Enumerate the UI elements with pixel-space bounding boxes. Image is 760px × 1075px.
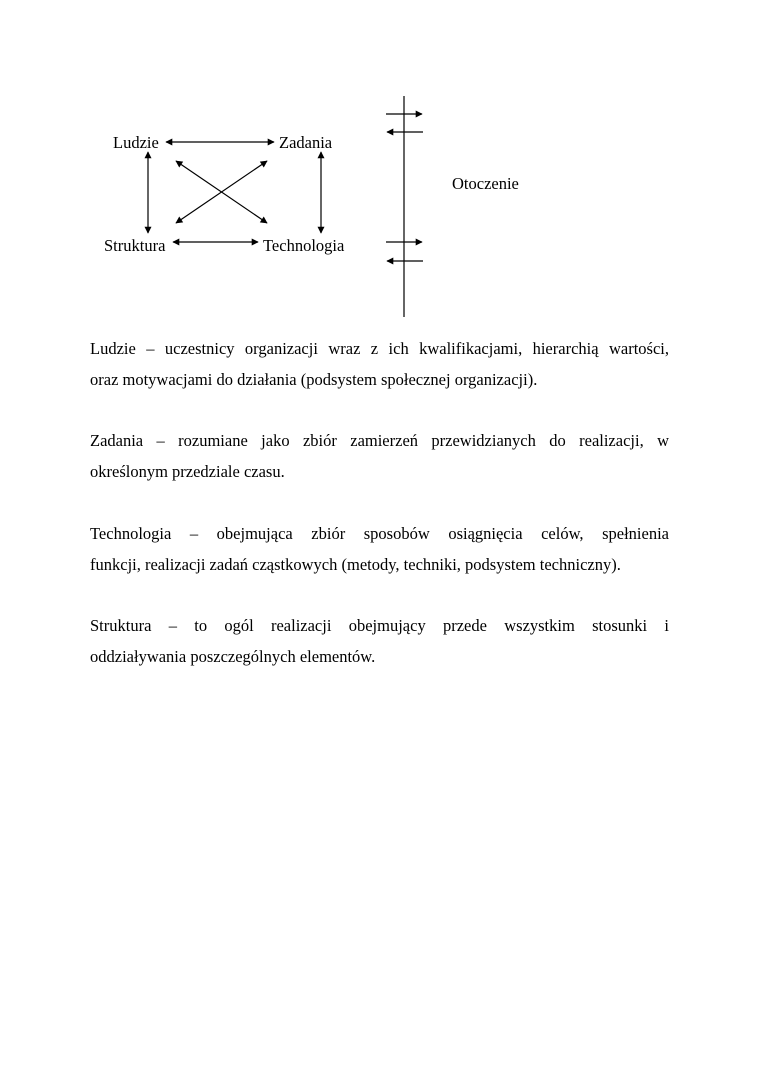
paragraph-technologia xyxy=(90,518,669,580)
node-zadania: Zadania xyxy=(279,133,333,152)
paragraph-line: Technologia – obejmująca zbiór sposobów osiągnięcia celów, spełnienia xyxy=(90,524,669,543)
node-technologia: Technologia xyxy=(263,236,345,255)
paragraph-line: funkcji, realizacji zadań cząstkowych (metody, techniki, podsystem techniczny). xyxy=(90,555,621,574)
paragraph-struktura xyxy=(90,610,669,672)
paragraph-zadania xyxy=(90,425,669,487)
paragraph-line: określonym przedziale czasu. xyxy=(90,462,285,481)
node-struktura: Struktura xyxy=(104,236,166,255)
organization-system-diagram xyxy=(0,0,760,330)
paragraph-line: oraz motywacjami do działania (podsystem społecznej organizacji). xyxy=(90,370,538,389)
node-otoczenie: Otoczenie xyxy=(452,174,519,193)
paragraph-line: oddziaływania poszczególnych elementów. xyxy=(90,647,376,666)
node-ludzie: Ludzie xyxy=(113,133,159,152)
paragraph-line: Struktura – to ogól realizacji obejmujący przede wszystkim stosunki i xyxy=(90,616,669,635)
paragraph-ludzie xyxy=(90,333,669,395)
paragraph-line: Ludzie – uczestnicy organizacji wraz z ich kwalifikacjami, hierarchią wartości, xyxy=(90,339,669,358)
diagram-arrows xyxy=(0,0,760,330)
paragraph-line: Zadania – rozumiane jako zbiór zamierzeń przewidzianych do realizacji, w xyxy=(90,431,669,450)
